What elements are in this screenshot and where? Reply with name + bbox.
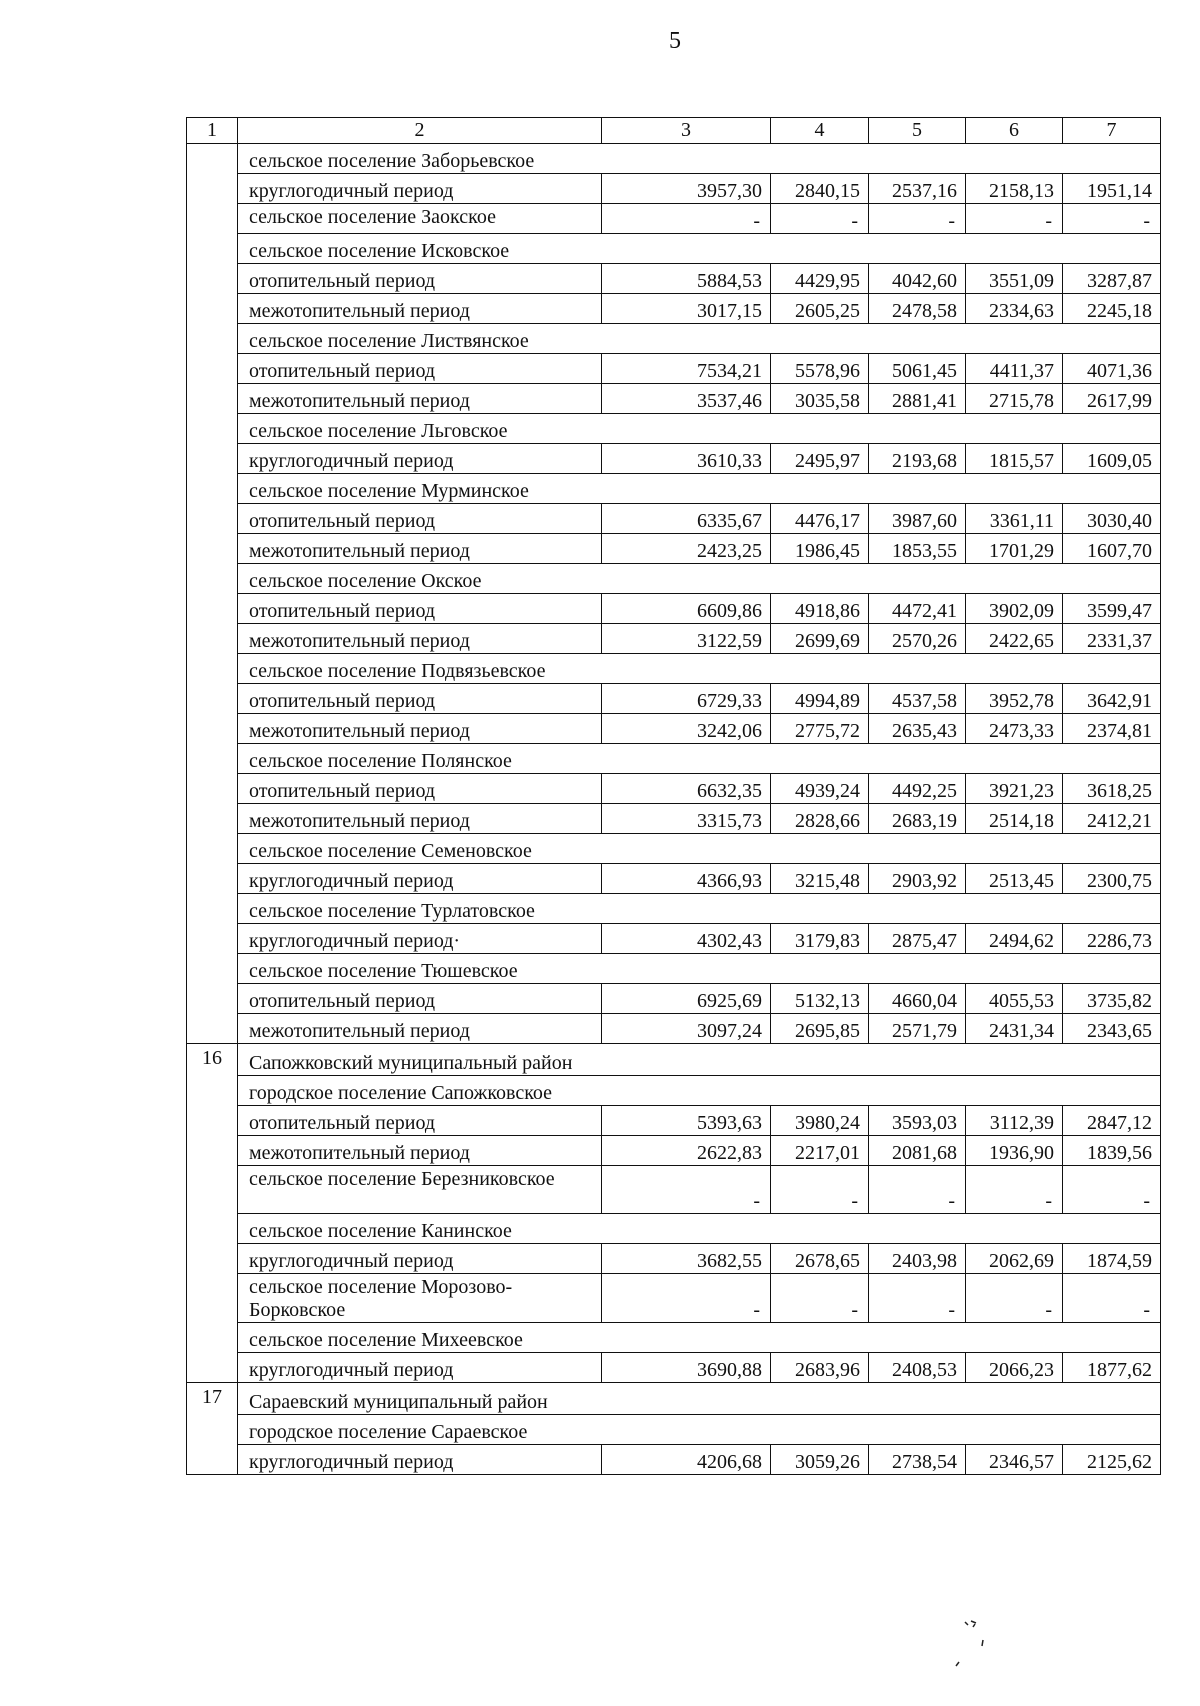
value-cell: - bbox=[602, 1166, 771, 1214]
period-row bbox=[187, 1136, 1161, 1166]
period-row bbox=[187, 384, 1161, 414]
settlement-name: сельское поселение Морозово-Борковское bbox=[238, 1274, 602, 1323]
value-cell: 5132,13 bbox=[771, 984, 869, 1014]
value-cell: 2245,18 bbox=[1063, 294, 1161, 324]
value-cell: 2343,65 bbox=[1063, 1014, 1161, 1044]
period-row bbox=[187, 624, 1161, 654]
value-cell: 3315,73 bbox=[602, 804, 771, 834]
value-cell: 6632,35 bbox=[602, 774, 771, 804]
value-cell: 2738,54 bbox=[869, 1445, 966, 1475]
value-cell: 3551,09 bbox=[966, 264, 1063, 294]
value-cell: 3035,58 bbox=[771, 384, 869, 414]
value-cell: 2346,57 bbox=[966, 1445, 1063, 1475]
scan-marks bbox=[955, 1618, 1015, 1678]
period-row bbox=[187, 1106, 1161, 1136]
period-label: отопительный период bbox=[238, 1106, 602, 1136]
value-cell: 6335,67 bbox=[602, 504, 771, 534]
value-cell: 2635,43 bbox=[869, 714, 966, 744]
period-label: отопительный период bbox=[238, 594, 602, 624]
value-cell: 1936,90 bbox=[966, 1136, 1063, 1166]
district-name: Сапожковский муниципальный район bbox=[238, 1044, 1161, 1076]
value-cell: 2081,68 bbox=[869, 1136, 966, 1166]
settlement-name: сельское поселение Окское bbox=[238, 564, 1161, 594]
value-cell: 2158,13 bbox=[966, 174, 1063, 204]
value-cell: 3112,39 bbox=[966, 1106, 1063, 1136]
value-cell: 2412,21 bbox=[1063, 804, 1161, 834]
section-index: 17 bbox=[187, 1383, 238, 1475]
value-cell: 3735,82 bbox=[1063, 984, 1161, 1014]
value-cell: - bbox=[869, 204, 966, 234]
settlement-name: сельское поселение Заокское bbox=[238, 204, 602, 234]
value-cell: 2495,97 bbox=[771, 444, 869, 474]
period-row bbox=[187, 924, 1161, 954]
header-cell: 1 bbox=[187, 118, 238, 144]
settlement-header-row bbox=[187, 324, 1161, 354]
period-label: круглогодичный период bbox=[238, 174, 602, 204]
value-cell: 2286,73 bbox=[1063, 924, 1161, 954]
period-label: круглогодичный период bbox=[238, 444, 602, 474]
settlement-row bbox=[187, 1166, 1161, 1214]
value-cell: - bbox=[1063, 1274, 1161, 1323]
value-cell: - bbox=[602, 204, 771, 234]
settlement-name: сельское поселение Березниковское bbox=[238, 1166, 602, 1214]
value-cell: 1986,45 bbox=[771, 534, 869, 564]
value-cell: 2571,79 bbox=[869, 1014, 966, 1044]
period-row bbox=[187, 684, 1161, 714]
value-cell: 2514,18 bbox=[966, 804, 1063, 834]
value-cell: 3537,46 bbox=[602, 384, 771, 414]
value-cell: 5884,53 bbox=[602, 264, 771, 294]
value-cell: 2494,62 bbox=[966, 924, 1063, 954]
period-row bbox=[187, 354, 1161, 384]
value-cell: 2622,83 bbox=[602, 1136, 771, 1166]
value-cell: 2605,25 bbox=[771, 294, 869, 324]
value-cell: 1607,70 bbox=[1063, 534, 1161, 564]
settlement-name: городское поселение Сапожковское bbox=[238, 1076, 1161, 1106]
value-cell: 2695,85 bbox=[771, 1014, 869, 1044]
period-label: круглогодичный период· bbox=[238, 924, 602, 954]
value-cell: 2478,58 bbox=[869, 294, 966, 324]
value-cell: 2513,45 bbox=[966, 864, 1063, 894]
value-cell: 3593,03 bbox=[869, 1106, 966, 1136]
value-cell: 1853,55 bbox=[869, 534, 966, 564]
value-cell: 2431,34 bbox=[966, 1014, 1063, 1044]
period-label: круглогодичный период bbox=[238, 1244, 602, 1274]
period-label: отопительный период bbox=[238, 684, 602, 714]
value-cell: 3030,40 bbox=[1063, 504, 1161, 534]
tariff-table bbox=[186, 117, 1161, 1475]
value-cell: 3059,26 bbox=[771, 1445, 869, 1475]
value-cell: 2473,33 bbox=[966, 714, 1063, 744]
district-row bbox=[187, 1044, 1161, 1076]
value-cell: 2217,01 bbox=[771, 1136, 869, 1166]
period-label: межотопительный период bbox=[238, 1136, 602, 1166]
settlement-row bbox=[187, 204, 1161, 234]
period-row bbox=[187, 1445, 1161, 1475]
period-row bbox=[187, 1014, 1161, 1044]
settlement-name: сельское поселение Подвязьевское bbox=[238, 654, 1161, 684]
value-cell: 4918,86 bbox=[771, 594, 869, 624]
value-cell: 4660,04 bbox=[869, 984, 966, 1014]
settlement-header-row bbox=[187, 1415, 1161, 1445]
period-row bbox=[187, 864, 1161, 894]
value-cell: 3682,55 bbox=[602, 1244, 771, 1274]
value-cell: 4939,24 bbox=[771, 774, 869, 804]
value-cell: - bbox=[1063, 1166, 1161, 1214]
value-cell: 2678,65 bbox=[771, 1244, 869, 1274]
tariff-table-container bbox=[186, 117, 1160, 1475]
value-cell: 3642,91 bbox=[1063, 684, 1161, 714]
settlement-header-row bbox=[187, 1214, 1161, 1244]
value-cell: 2062,69 bbox=[966, 1244, 1063, 1274]
value-cell: 2699,69 bbox=[771, 624, 869, 654]
value-cell: 2193,68 bbox=[869, 444, 966, 474]
value-cell: - bbox=[869, 1274, 966, 1323]
value-cell: 2840,15 bbox=[771, 174, 869, 204]
value-cell: 3361,11 bbox=[966, 504, 1063, 534]
settlement-header-row bbox=[187, 144, 1161, 174]
value-cell: 2374,81 bbox=[1063, 714, 1161, 744]
value-cell: 4302,43 bbox=[602, 924, 771, 954]
period-row bbox=[187, 1244, 1161, 1274]
value-cell: 4472,41 bbox=[869, 594, 966, 624]
settlement-header-row bbox=[187, 954, 1161, 984]
value-cell: 2715,78 bbox=[966, 384, 1063, 414]
value-cell: - bbox=[1063, 204, 1161, 234]
settlement-name: сельское поселение Тюшевское bbox=[238, 954, 1161, 984]
value-cell: 3179,83 bbox=[771, 924, 869, 954]
value-cell: 2331,37 bbox=[1063, 624, 1161, 654]
period-row bbox=[187, 1353, 1161, 1383]
period-row bbox=[187, 444, 1161, 474]
header-row bbox=[187, 118, 1161, 144]
period-label: круглогодичный период bbox=[238, 1353, 602, 1383]
value-cell: 2881,41 bbox=[869, 384, 966, 414]
value-cell: - bbox=[771, 1274, 869, 1323]
period-row bbox=[187, 174, 1161, 204]
period-label: отопительный период bbox=[238, 354, 602, 384]
period-label: межотопительный период bbox=[238, 624, 602, 654]
settlement-name: сельское поселение Канинское bbox=[238, 1214, 1161, 1244]
value-cell: 1815,57 bbox=[966, 444, 1063, 474]
value-cell: 2125,62 bbox=[1063, 1445, 1161, 1475]
settlement-header-row bbox=[187, 1076, 1161, 1106]
value-cell: 1609,05 bbox=[1063, 444, 1161, 474]
value-cell: 2300,75 bbox=[1063, 864, 1161, 894]
header-cell: 2 bbox=[238, 118, 602, 144]
period-label: межотопительный период bbox=[238, 714, 602, 744]
value-cell: 1951,14 bbox=[1063, 174, 1161, 204]
value-cell: 2847,12 bbox=[1063, 1106, 1161, 1136]
value-cell: 2408,53 bbox=[869, 1353, 966, 1383]
settlement-name: сельское поселение Семеновское bbox=[238, 834, 1161, 864]
value-cell: 3610,33 bbox=[602, 444, 771, 474]
value-cell: - bbox=[771, 1166, 869, 1214]
value-cell: 4206,68 bbox=[602, 1445, 771, 1475]
value-cell: 2066,23 bbox=[966, 1353, 1063, 1383]
value-cell: 1874,59 bbox=[1063, 1244, 1161, 1274]
period-row bbox=[187, 594, 1161, 624]
settlement-name: сельское поселение Льговское bbox=[238, 414, 1161, 444]
value-cell: 7534,21 bbox=[602, 354, 771, 384]
period-label: отопительный период bbox=[238, 984, 602, 1014]
header-cell: 5 bbox=[869, 118, 966, 144]
settlement-name: сельское поселение Турлатовское bbox=[238, 894, 1161, 924]
period-row bbox=[187, 264, 1161, 294]
value-cell: 2683,19 bbox=[869, 804, 966, 834]
period-label: отопительный период bbox=[238, 504, 602, 534]
value-cell: 3215,48 bbox=[771, 864, 869, 894]
settlement-header-row bbox=[187, 654, 1161, 684]
value-cell: 4429,95 bbox=[771, 264, 869, 294]
value-cell: 5061,45 bbox=[869, 354, 966, 384]
period-label: межотопительный период bbox=[238, 804, 602, 834]
value-cell: 2775,72 bbox=[771, 714, 869, 744]
value-cell: 3242,06 bbox=[602, 714, 771, 744]
value-cell: 3097,24 bbox=[602, 1014, 771, 1044]
settlement-name: сельское поселение Мурминское bbox=[238, 474, 1161, 504]
settlement-header-row bbox=[187, 744, 1161, 774]
settlement-header-row bbox=[187, 474, 1161, 504]
value-cell: 4476,17 bbox=[771, 504, 869, 534]
settlement-header-row bbox=[187, 234, 1161, 264]
period-label: круглогодичный период bbox=[238, 1445, 602, 1475]
value-cell: 3690,88 bbox=[602, 1353, 771, 1383]
value-cell: 2683,96 bbox=[771, 1353, 869, 1383]
section-index bbox=[187, 144, 238, 1044]
value-cell: 6925,69 bbox=[602, 984, 771, 1014]
value-cell: 2403,98 bbox=[869, 1244, 966, 1274]
settlement-header-row bbox=[187, 1323, 1161, 1353]
value-cell: 2537,16 bbox=[869, 174, 966, 204]
settlement-header-row bbox=[187, 894, 1161, 924]
value-cell: 3618,25 bbox=[1063, 774, 1161, 804]
district-row bbox=[187, 1383, 1161, 1415]
value-cell: 2334,63 bbox=[966, 294, 1063, 324]
value-cell: 3957,30 bbox=[602, 174, 771, 204]
settlement-name: сельское поселение Михеевское bbox=[238, 1323, 1161, 1353]
value-cell: 3017,15 bbox=[602, 294, 771, 324]
settlement-row bbox=[187, 1274, 1161, 1323]
value-cell: - bbox=[602, 1274, 771, 1323]
period-row bbox=[187, 774, 1161, 804]
value-cell: 3122,59 bbox=[602, 624, 771, 654]
settlement-header-row bbox=[187, 834, 1161, 864]
page-number: 5 bbox=[669, 28, 681, 54]
value-cell: - bbox=[966, 204, 1063, 234]
value-cell: 2875,47 bbox=[869, 924, 966, 954]
value-cell: 4492,25 bbox=[869, 774, 966, 804]
value-cell: 2422,65 bbox=[966, 624, 1063, 654]
period-row bbox=[187, 534, 1161, 564]
settlement-header-row bbox=[187, 414, 1161, 444]
period-row bbox=[187, 804, 1161, 834]
value-cell: 2423,25 bbox=[602, 534, 771, 564]
header-cell: 4 bbox=[771, 118, 869, 144]
period-row bbox=[187, 984, 1161, 1014]
value-cell: 4537,58 bbox=[869, 684, 966, 714]
value-cell: 4055,53 bbox=[966, 984, 1063, 1014]
value-cell: 2570,26 bbox=[869, 624, 966, 654]
value-cell: 3921,23 bbox=[966, 774, 1063, 804]
section-index: 16 bbox=[187, 1044, 238, 1383]
settlement-name: сельское поселение Заборьевское bbox=[238, 144, 1161, 174]
header-cell: 3 bbox=[602, 118, 771, 144]
period-label: отопительный период bbox=[238, 774, 602, 804]
value-cell: - bbox=[771, 204, 869, 234]
value-cell: 2903,92 bbox=[869, 864, 966, 894]
settlement-header-row bbox=[187, 564, 1161, 594]
value-cell: - bbox=[869, 1166, 966, 1214]
value-cell: 1839,56 bbox=[1063, 1136, 1161, 1166]
value-cell: 4994,89 bbox=[771, 684, 869, 714]
period-row bbox=[187, 714, 1161, 744]
value-cell: 5393,63 bbox=[602, 1106, 771, 1136]
value-cell: 4071,36 bbox=[1063, 354, 1161, 384]
value-cell: 5578,96 bbox=[771, 354, 869, 384]
period-label: межотопительный период bbox=[238, 384, 602, 414]
value-cell: 6609,86 bbox=[602, 594, 771, 624]
settlement-name: сельское поселение Полянское bbox=[238, 744, 1161, 774]
value-cell: 3952,78 bbox=[966, 684, 1063, 714]
header-cell: 6 bbox=[966, 118, 1063, 144]
value-cell: 1877,62 bbox=[1063, 1353, 1161, 1383]
settlement-name: сельское поселение Исковское bbox=[238, 234, 1161, 264]
value-cell: 3902,09 bbox=[966, 594, 1063, 624]
value-cell: 2828,66 bbox=[771, 804, 869, 834]
value-cell: 3987,60 bbox=[869, 504, 966, 534]
value-cell: 6729,33 bbox=[602, 684, 771, 714]
value-cell: 4366,93 bbox=[602, 864, 771, 894]
tariff-table-body bbox=[187, 118, 1161, 1475]
district-name: Сараевский муниципальный район bbox=[238, 1383, 1161, 1415]
value-cell: 4411,37 bbox=[966, 354, 1063, 384]
period-label: отопительный период bbox=[238, 264, 602, 294]
value-cell: - bbox=[966, 1166, 1063, 1214]
value-cell: 4042,60 bbox=[869, 264, 966, 294]
period-label: межотопительный период bbox=[238, 534, 602, 564]
value-cell: 1701,29 bbox=[966, 534, 1063, 564]
period-label: межотопительный период bbox=[238, 1014, 602, 1044]
value-cell: 3287,87 bbox=[1063, 264, 1161, 294]
value-cell: - bbox=[966, 1274, 1063, 1323]
period-label: круглогодичный период bbox=[238, 864, 602, 894]
value-cell: 3599,47 bbox=[1063, 594, 1161, 624]
value-cell: 2617,99 bbox=[1063, 384, 1161, 414]
period-row bbox=[187, 504, 1161, 534]
header-cell: 7 bbox=[1063, 118, 1161, 144]
period-row bbox=[187, 294, 1161, 324]
period-label: межотопительный период bbox=[238, 294, 602, 324]
settlement-name: сельское поселение Листвянское bbox=[238, 324, 1161, 354]
settlement-name: городское поселение Сараевское bbox=[238, 1415, 1161, 1445]
value-cell: 3980,24 bbox=[771, 1106, 869, 1136]
